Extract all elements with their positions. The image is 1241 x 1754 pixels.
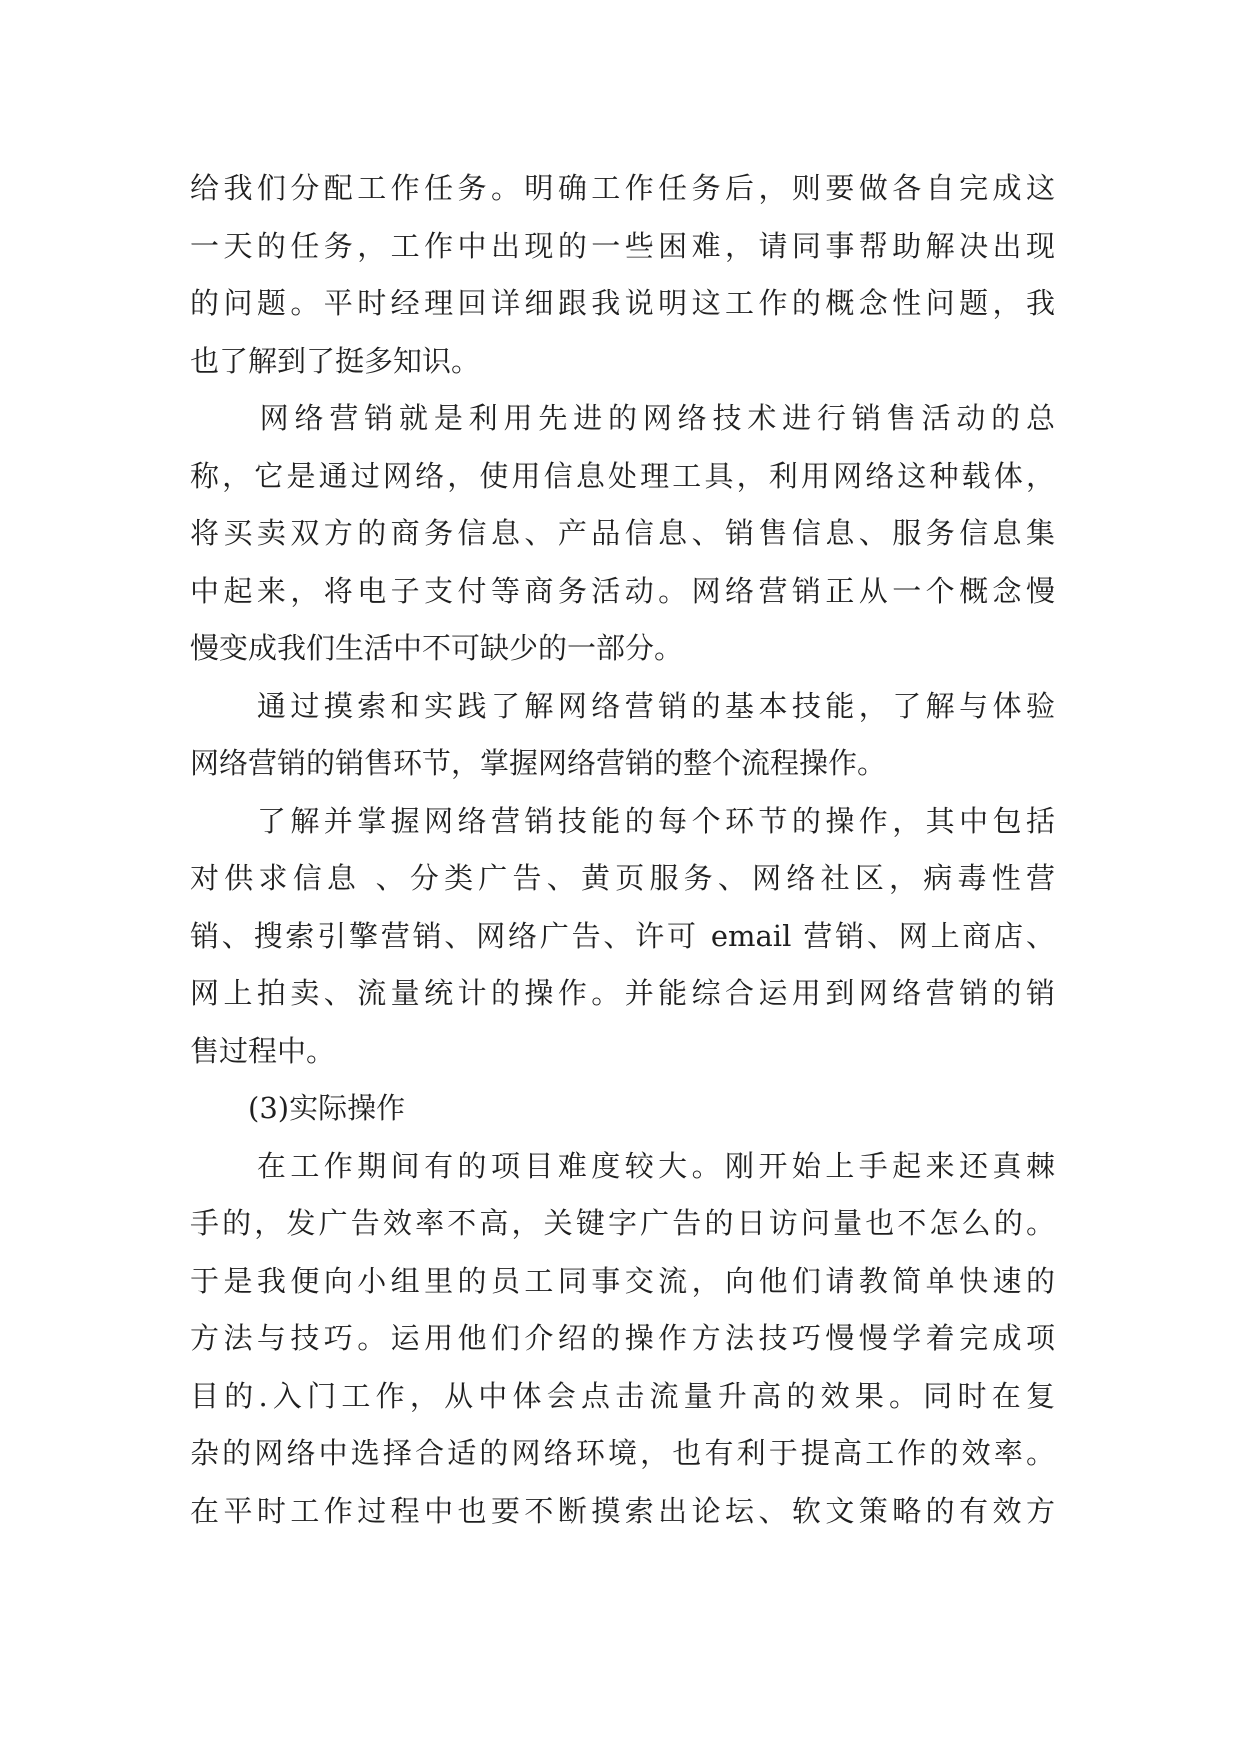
text-line: 称，它是通过网络，使用信息处理工具，利用网络这种载体，	[190, 458, 1055, 493]
text-line: 将买卖双方的商务信息、产品信息、销售信息、服务信息集	[190, 516, 1055, 550]
text-line: 慢变成我们生活中不可缺少的一部分。	[190, 631, 684, 665]
text-line: 杂的网络中选择合适的网络环境，也有利于提高工作的效率。	[190, 1436, 1055, 1470]
text-line: 给我们分配工作任务。明确工作任务后，则要做各自完成这	[190, 171, 1055, 205]
text-line: 于是我便向小组里的员工同事交流，向他们请教简单快速的	[190, 1263, 1055, 1298]
text-line: 也了解到了挺多知识。	[190, 343, 481, 378]
text-line: 方法与技巧。运用他们介绍的操作方法技巧慢慢学着完成项	[190, 1321, 1055, 1355]
text-line: 通过摸索和实践了解网络营销的基本技能，了解与体验	[190, 688, 1055, 723]
text-line: 对供求信息 、分类广告、黄页服务、网络社区，病毒性营	[190, 861, 1055, 895]
text-line: 一天的任务，工作中出现的一些困难，请同事帮助解决出现	[190, 228, 1055, 263]
text-line: 手的，发广告效率不高，关键字广告的日访问量也不怎么的。	[190, 1206, 1055, 1240]
text-line: 网络营销的销售环节，掌握网络营销的整个流程操作。	[190, 746, 887, 780]
text-line: 在平时工作过程中也要不断摸索出论坛、软文策略的有效方	[190, 1493, 1055, 1528]
text-line: 在工作期间有的项目难度较大。刚开始上手起来还真棘	[190, 1148, 1055, 1183]
text-line: 目的.入门工作，从中体会点击流量升高的效果。同时在复	[190, 1378, 1055, 1413]
text-line: 了解并掌握网络营销技能的每个环节的操作，其中包括	[190, 803, 1055, 838]
text-line: 销、搜索引擎营销、网络广告、许可 email 营销、网上商店、	[190, 918, 1055, 953]
text-line: 售过程中。	[190, 1033, 336, 1068]
text-line: 的问题。平时经理回详细跟我说明这工作的概念性问题，我	[190, 286, 1055, 320]
document-body-text	[190, 160, 1055, 1540]
text-line: 网上拍卖、流量统计的操作。并能综合运用到网络营销的销	[190, 976, 1055, 1010]
text-line: 网络营销就是利用先进的网络技术进行销售活动的总	[190, 401, 1055, 435]
section-heading: (3)实际操作	[190, 1091, 406, 1125]
text-line: 中起来，将电子支付等商务活动。网络营销正从一个概念慢	[190, 573, 1055, 608]
